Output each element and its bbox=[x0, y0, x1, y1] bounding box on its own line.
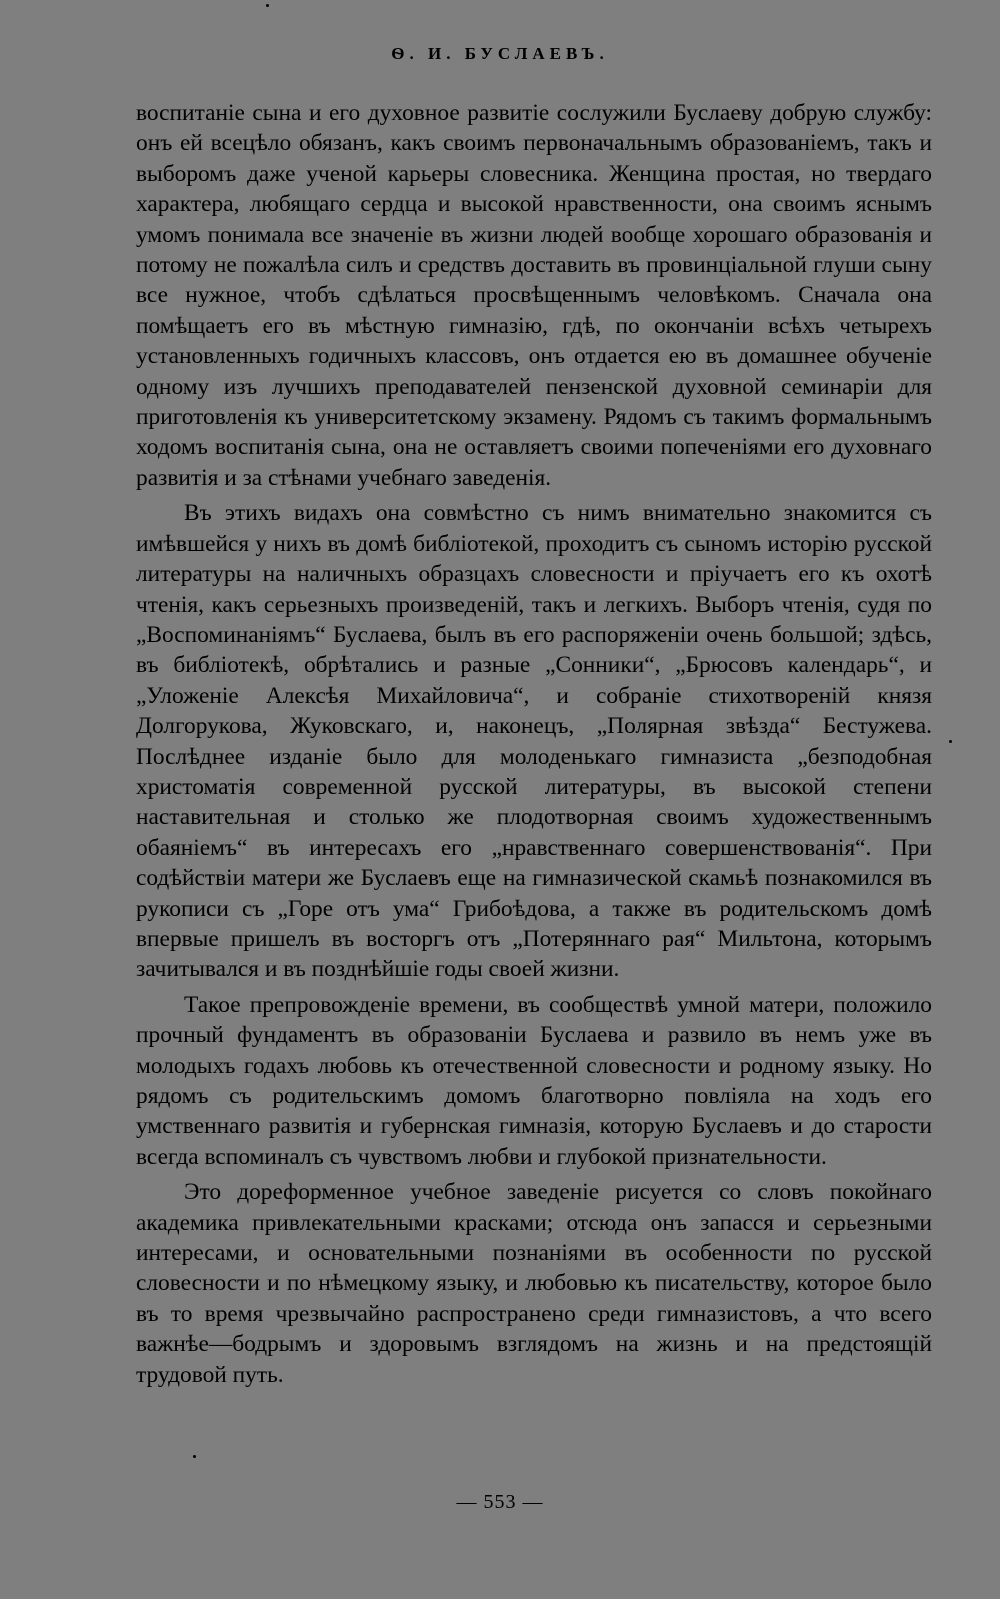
page-body-text bbox=[136, 98, 932, 1395]
paragraph-2: Въ этихъ видахъ она совмѣстно съ нимъ внимательно знакомится съ имѣвшейся у нихъ въ домѣ библіотекой, проходитъ съ сыномъ исторію русской литературы на наличныхъ образцахъ словесности и пріучаетъ его къ охотѣ чтенія, какъ серьезныхъ произведеній, такъ и легкихъ. Выборъ чтенія, судя по „Воспоминаніямъ“ Буслаева, былъ въ его распоряженіи очень большой; здѣсь, въ библіотекѣ, обрѣтались и разные „Сонники“, „Брюсовъ календарь“, и „Уложеніе Алексѣя Михайловича“, и собраніе стихотвореній князя Долгорукова, Жуковскаго, и, наконецъ, „Полярная звѣзда“ Бестужева. Послѣднее изданіе было для молоденькаго гимназиста „безподобная христоматія современной русской литературы, въ высокой степени наставительная и столько же плодотворная своимъ художественнымъ обаяніемъ“ въ интересахъ его „нравственнаго совершенствованія“. При содѣйствіи матери же Буслаевъ еще на гимназической скамьѣ познакомился въ рукописи съ „Горе отъ ума“ Грибоѣдова, а также въ родительскомъ домѣ впервые пришелъ въ восторгъ отъ „Потеряннаго рая“ Мильтона, которымъ зачитывался и въ позднѣйшіе годы своей жизни. bbox=[136, 500, 932, 983]
running-title: Ѳ. И. БУСЛАЕВЪ. bbox=[391, 44, 609, 63]
page-number: — 553 — bbox=[456, 1491, 544, 1513]
paragraph-4: Это дореформенное учебное заведеніе рисуется со словъ покойнаго академика привлекательными красками; отсюда онъ запасся и серьезными интересами, и основательными познаніями въ особенности по русской словесности и по нѣмецкому языку, и любовью къ писательству, которое было въ то время чрезвычайно распространено среди гимназистовъ, а что всего важнѣе—бодрымъ и здоровымъ взглядомъ на жизнь и на предстоящій трудовой путь. bbox=[136, 1179, 932, 1388]
paragraph-1: воспитаніе сына и его духовное развитіе сослужили Буслаеву добрую службу: онъ ей всецѣло обязанъ, какъ своимъ первоначальнымъ образованіемъ, такъ и выборомъ даже ученой карьеры словесника. Женщина простая, но твердаго характера, любящаго сердца и высокой нравственности, она своимъ яснымъ умомъ понимала все значеніе въ жизни людей вообще хорошаго образованія и потому не пожалѣла силъ и средствъ доставить въ провинціальной глуши сыну все нужное, чтобъ сдѣлаться просвѣщеннымъ человѣкомъ. Сначала она помѣщаетъ его въ мѣстную гимназію, гдѣ, по окончаніи всѣхъ четырехъ установленныхъ годичныхъ классовъ, онъ отдается ею въ домашнее обученіе одному изъ лучшихъ преподавателей пензенской духовной семинаріи для приготовленія къ университетскому экзамену. Рядомъ съ такимъ формальнымъ ходомъ воспитанія сына, она не оставляетъ своими попеченіями его духовнаго развитія и за стѣнами учебнаго заведенія. bbox=[136, 100, 932, 491]
paragraph-3: Такое препровожденіе времени, въ сообществѣ умной матери, положило прочный фундаментъ въ образованіи Буслаева и развило въ немъ уже въ молодыхъ годахъ любовь къ отечественной словесности и родному языку. Но рядомъ съ родительскимъ домомъ благотворно повліяла на ходъ его умственнаго развитія и губернская гимназія, которую Буслаевъ и до старости всегда вспоминалъ съ чувствомъ любви и глубокой признательности. bbox=[136, 991, 932, 1170]
scan-speck-top bbox=[266, 4, 269, 7]
scan-speck-right bbox=[949, 740, 952, 743]
scan-speck-bottom bbox=[193, 1455, 196, 1458]
